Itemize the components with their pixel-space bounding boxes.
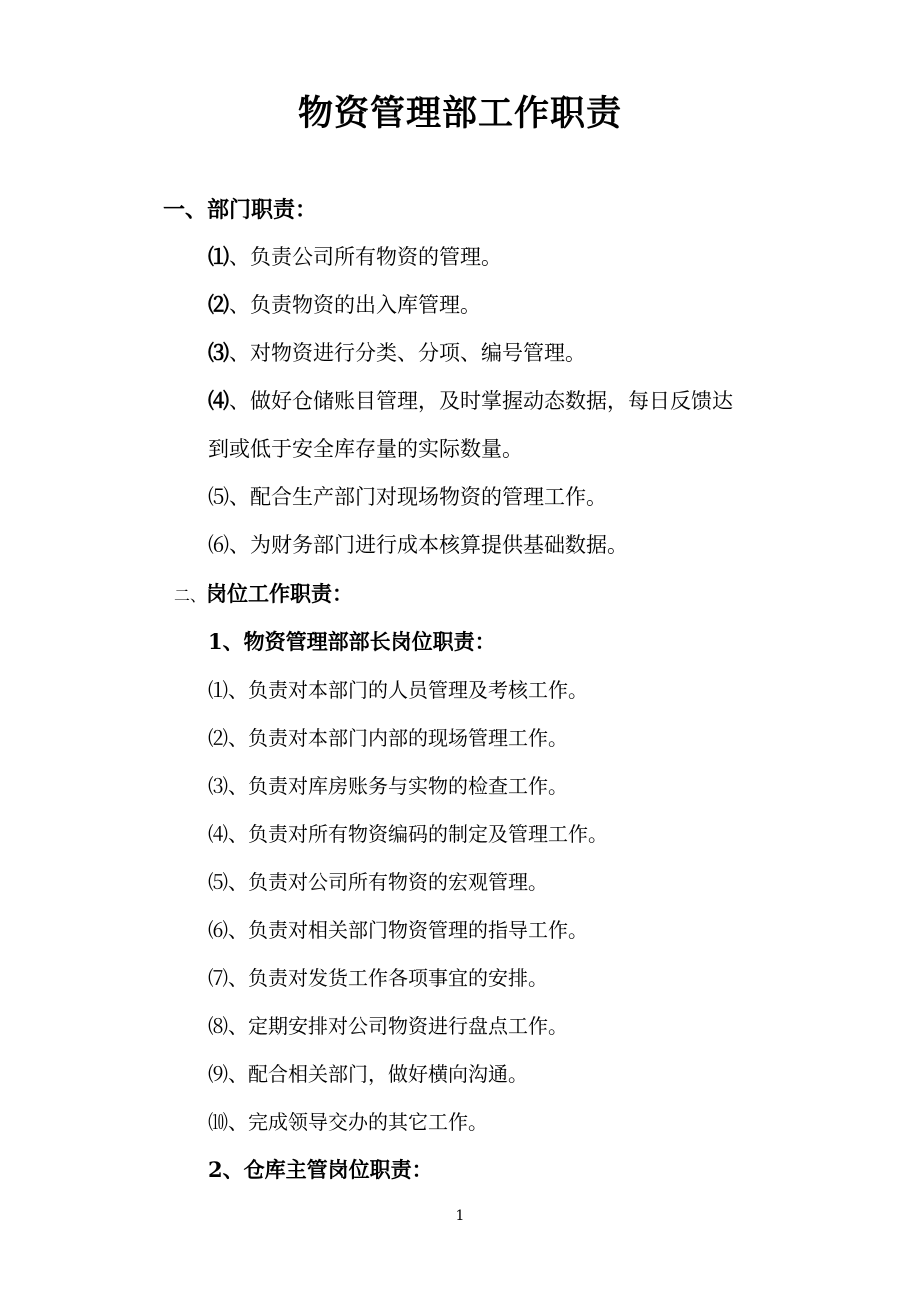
item-number: ⑽: [208, 1110, 228, 1134]
item-text: 、配合相关部门，做好横向沟通。: [228, 1062, 528, 1086]
sub1-item-3: [208, 770, 568, 799]
item-number: ⑷: [208, 822, 228, 846]
item-text: 到或低于安全库存量的实际数量。: [208, 437, 523, 461]
sub1-item-8: [208, 1010, 568, 1039]
section2-heading-text: 岗位工作职责：: [206, 581, 354, 606]
item-text: 、负责对发货工作各项事宜的安排。: [228, 966, 548, 990]
item-number: ⑵: [208, 292, 229, 317]
section2-heading-prefix: 二、: [174, 586, 207, 605]
item-number: ⑸: [208, 485, 229, 509]
item-number: ⑼: [208, 1062, 228, 1086]
item-number: ⑵: [208, 726, 228, 750]
item-text: 、负责对本部门内部的现场管理工作。: [228, 726, 568, 750]
item-number: ⑴: [208, 678, 228, 702]
sub1-heading: 1、物资管理部部长岗位职责：: [208, 629, 496, 654]
item-number: ⑺: [208, 966, 228, 990]
sub1-item-4: [208, 818, 608, 847]
item-text: 、完成领导交办的其它工作。: [228, 1110, 488, 1134]
section1-item-2: [208, 289, 481, 319]
item-number: ⑴: [208, 244, 229, 269]
sub1-item-1: [208, 674, 588, 703]
sub1-item-2: [208, 722, 568, 751]
item-number: ⑷: [208, 388, 229, 413]
item-number: ⑹: [208, 918, 228, 942]
section1-item-4-continued: [208, 433, 523, 463]
item-text: 、负责对库房账务与实物的检查工作。: [228, 774, 568, 798]
sub1-item-9: [208, 1058, 528, 1087]
item-number: ⑶: [208, 340, 229, 365]
item-text: 、配合生产部门对现场物资的管理工作。: [229, 485, 607, 509]
item-number: ⑻: [208, 1014, 228, 1038]
sub1-item-6: [208, 914, 588, 943]
item-text: 、定期安排对公司物资进行盘点工作。: [228, 1014, 568, 1038]
item-text: 、负责对所有物资编码的制定及管理工作。: [228, 822, 608, 846]
item-text: 、负责对本部门的人员管理及考核工作。: [228, 678, 588, 702]
item-text: 、负责公司所有物资的管理。: [229, 245, 502, 269]
sub1-item-10: [208, 1106, 488, 1135]
section1-heading: 一、部门职责：: [163, 197, 318, 223]
section1-item-3: [208, 337, 586, 367]
section1-item-4: [208, 385, 733, 415]
item-text: 、负责对相关部门物资管理的指导工作。: [228, 918, 588, 942]
sub1-item-5: [208, 866, 548, 895]
section1-item-6: [208, 529, 628, 559]
sub1-item-7: [208, 962, 548, 991]
item-text: 、负责物资的出入库管理。: [229, 293, 481, 317]
item-number: ⑹: [208, 533, 229, 557]
item-number: ⑶: [208, 774, 228, 798]
item-text: 、做好仓储账目管理，及时掌握动态数据，每日反馈达: [229, 389, 733, 413]
section2-heading: [174, 578, 353, 608]
section1-item-5: [208, 481, 607, 511]
section1-item-1: [208, 241, 502, 271]
item-text: 、对物资进行分类、分项、编号管理。: [229, 341, 586, 365]
page-number: 1: [455, 1208, 465, 1224]
item-text: 、为财务部门进行成本核算提供基础数据。: [229, 533, 628, 557]
document-title: 物资管理部工作职责: [297, 93, 622, 134]
sub2-heading: 2、仓库主管岗位职责：: [208, 1157, 433, 1182]
item-text: 、负责对公司所有物资的宏观管理。: [228, 870, 548, 894]
item-number: ⑸: [208, 870, 228, 894]
